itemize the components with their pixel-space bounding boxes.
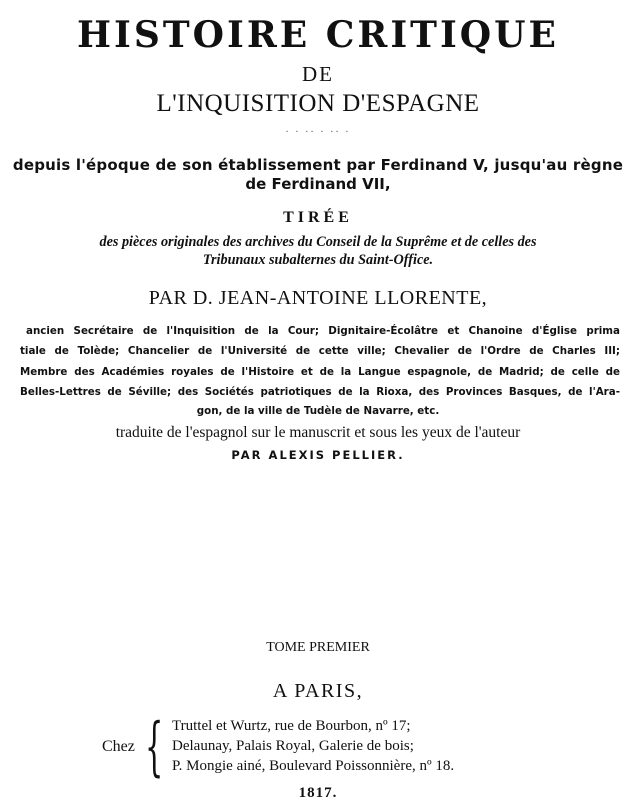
translator-name: PAR ALEXIS PELLIER. bbox=[231, 448, 405, 462]
publisher-line: Delaunay, Palais Royal, Galerie de bois; bbox=[172, 738, 414, 754]
publisher-line: Truttel et Wurtz, rue de Bourbon, nº 17; bbox=[172, 718, 411, 734]
author-titles-line: tiale de Tolède; Chancelier de l'Université de cette ville; Chevalier de l'Ordre de Charles III; bbox=[20, 345, 620, 357]
chez-label: Chez bbox=[102, 738, 135, 755]
volume-label: TOME PREMIER bbox=[266, 640, 370, 655]
author-titles-line: Belles-Lettres de Séville; des Sociétés patriotiques de la Rioxa, des Provinces Basques, de l'Ara- bbox=[20, 386, 620, 398]
title-line-1: HISTOIRE CRITIQUE bbox=[77, 14, 559, 56]
author-name: PAR D. JEAN-ANTOINE LLORENTE, bbox=[148, 287, 488, 309]
translation-note: traduite de l'espagnol sur le manuscrit et sous les yeux de l'auteur bbox=[115, 424, 521, 441]
faint-print-marks: · · ·· · ·· · bbox=[285, 127, 351, 138]
title-line-2: DE bbox=[302, 62, 334, 86]
sources-line-1: des pièces originales des archives du Conseil de la Suprême et de celles des bbox=[99, 234, 537, 250]
sources-line-2: Tribunaux subalternes du Saint-Office. bbox=[202, 252, 434, 268]
city-label: A PARIS, bbox=[272, 680, 364, 702]
subtitle-line-1: depuis l'époque de son établissement par Ferdinand V, jusqu'au règne bbox=[12, 156, 624, 174]
title-line-3: L'INQUISITION D'ESPAGNE bbox=[156, 90, 480, 117]
author-titles-line: Membre des Académies royales de l'Histoire et de la Langue espagnole, de Madrid; de celle de bbox=[20, 366, 620, 378]
publication-year: 1817. bbox=[298, 785, 338, 801]
author-titles-line: ancien Secrétaire de l'Inquisition de la Cour; Dignitaire-Écolâtre et Chanoine d'Église prima bbox=[26, 325, 620, 337]
brace-glyph: { bbox=[145, 710, 164, 784]
tiree-heading: TIRÉE bbox=[283, 209, 353, 226]
subtitle-line-2: de Ferdinand VII, bbox=[245, 175, 391, 193]
publisher-line: P. Mongie ainé, Boulevard Poissonnière, nº 18. bbox=[172, 758, 455, 774]
author-titles-line: gon, de la ville de Tudèle de Navarre, etc. bbox=[196, 405, 440, 417]
